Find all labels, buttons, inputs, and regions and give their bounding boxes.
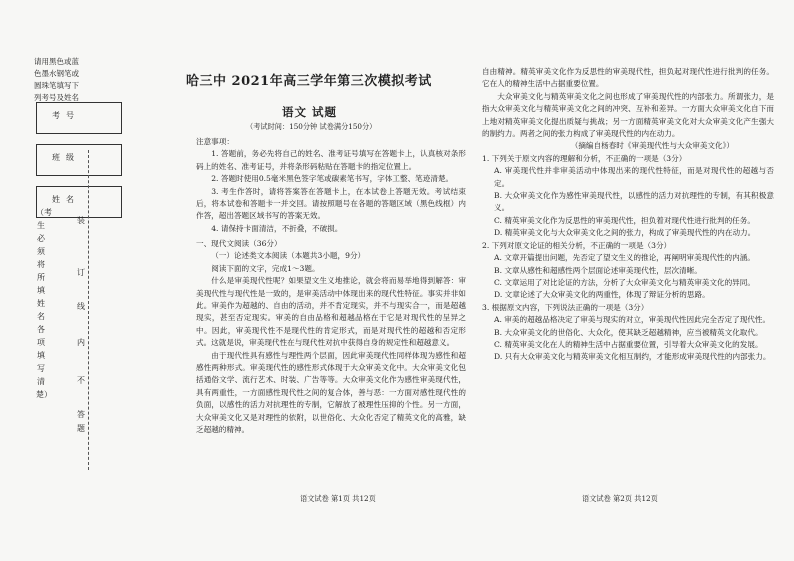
note-1: 1. 答题前，务必先将自己的姓名、准考证号填写在答题卡上，认真核对条形码上的姓名、准考证号，并将条形码粘贴在答题卡的指定位置上。: [196, 149, 466, 171]
q3-option-d[interactable]: D. 只有大众审美文化与精英审美文化相互制约，才能形成审美现代性的内部张力。: [494, 352, 771, 362]
subject-title: 语文 试题: [282, 105, 338, 119]
passage-para-2: 由于现代性具有感性与理性两个层面，因此审美现代性同样体现为感性和超感性两种形式。审美现代性的感性形式体现于大众审美文化中。大众审美文化包括通俗文学、流行艺术、时装、广告等等。大众审美文化作为感性审美现代性，具有两重性，一方面感性现代性之间的复合体，善与恶：一方面对感性现代性的负面，以感性的活力对抗理性的专制，它解放了被理性压抑的个性。另一方面，大众审美文化又是对理性的依附，以世俗化、大众化否定了精英文化的高雅，缺乏超越的精神。: [196, 350, 466, 435]
question-1: 1. 下列关于原文内容的理解和分析，不正确的一项是（3分）: [482, 153, 687, 163]
seal-mark-6: 答题: [77, 410, 85, 433]
question-3: 3. 根据原文内容，下列说法正确的一项是（3分）: [482, 302, 649, 312]
seal-mark-3: 线: [77, 302, 85, 311]
q3-option-c[interactable]: C. 精英审美文化在人的精神生活中占据重要位置，引导着大众审美文化的发展。: [494, 339, 763, 349]
exam-meta: （考试时间：150分钟 试卷满分150分）: [246, 122, 377, 131]
passage-continued: 自由精神。精英审美文化作为反思性的审美现代性，担负起对现代性进行批判的任务。它在人的精神生活中占据重要位置。: [482, 67, 774, 89]
note-4: 4. 请保持卡面清洁，不折叠，不破损。: [211, 223, 343, 233]
binding-strip: [0, 0, 92, 561]
q1-option-c[interactable]: C. 精英审美文化作为反思性的审美现代性，担负着对现代性进行批判的任务。: [494, 215, 755, 225]
binding-line: [88, 150, 89, 470]
notes-section: [196, 136, 466, 235]
class-label: 班级: [52, 153, 80, 162]
exam-number-label: 考号: [52, 111, 80, 120]
q3-option-b[interactable]: B. 大众审美文化的世俗化、大众化，使其缺乏超越精神，应当被精英文化取代。: [494, 327, 763, 337]
name-label: 姓名: [52, 195, 80, 204]
passage-source: （摘编自杨春时《审美现代性与大众审美文化》）: [570, 141, 734, 151]
passage-para-1: 什么是审美现代性呢？如果望文生义地推论，就会将而易举地得到解答：审美现代性与现代性是一致的，是审美活动中体现出来的现代性特征。事实并非如此。审美作为超越的、自由的活动，并不肯定现实，并不与现实合一，而是超越现实，甚至否定现实。审美的自由品格和超越品格在于它是对现代性的呈异之中。因此，审美现代性不是现代性的肯定形式，而是对现代性的超越和否定形式。这就是说，审美现代性在与现代性对抗中获得自身的规定性和超越意义。: [196, 276, 466, 348]
q1-option-a[interactable]: A. 审美现代性并非审美活动中体现出来的现代性特征，而是对现代性的超越与否定。: [494, 166, 774, 188]
passage-para-3: 大众审美文化与精英审美文化之间也形成了审美现代性的内部张力。所谓张力，是指大众审美文化与精英审美文化之间的冲突、互补和差异。一方面大众审美文化自下而上地对精英审美文化提出质疑与挑战；另一方面精英审美文化对大众审美文化产生强大的制约力。两者之间的张力构成了审美现代性的内在动力。: [482, 91, 774, 139]
section-heading: 一、现代文阅读（36分）: [196, 239, 282, 248]
section-one: [196, 238, 466, 437]
class-box[interactable]: [36, 144, 122, 176]
seal-mark-4: 内: [77, 338, 85, 347]
subsection-heading: （一）论述类文本阅读（本题共3小题，9分）: [211, 251, 366, 261]
no-answer-note: （考生必须将所填姓名各项填写清楚）: [36, 208, 52, 399]
instruction-note: 请用黑色或蓝色墨水钢笔或圆珠笔填写下列考号及姓名: [34, 57, 79, 102]
seal-mark-5: 不: [77, 376, 85, 385]
reading-instruction: 阅读下面的文字，完成1～3题。: [211, 263, 320, 273]
q2-option-c[interactable]: C. 文章运用了对比论证的方法，分析了大众审美文化与精英审美文化的异同。: [494, 277, 755, 287]
notes-heading: 注意事项：: [196, 137, 234, 146]
note-2: 2. 答题时使用0.5毫米黑色签字笔或碳素笔书写，字体工整、笔迹清楚。: [211, 174, 454, 184]
q2-option-a[interactable]: A. 文章开篇提出问题，先否定了望文生义的推论，再阐明审美现代性的内涵。: [494, 253, 755, 263]
q2-option-b[interactable]: B. 文章从感性和超感性两个层面论述审美现代性，层次清晰。: [494, 265, 702, 275]
exam-title: 哈三中 2021年高三学年第三次模拟考试: [186, 74, 432, 89]
seal-mark-2: 订: [77, 268, 85, 277]
page-footer-left: 语文试卷 第1页 共12页: [300, 494, 376, 503]
exam-number-box[interactable]: [36, 102, 122, 134]
q1-option-b[interactable]: B. 大众审美文化作为感性审美现代性，以感性的活力对抗理性的专制，有其积极意义。: [494, 191, 774, 213]
right-column: [482, 66, 774, 364]
question-2: 2. 下列对原文论证的相关分析，不正确的一项是（3分）: [482, 240, 672, 250]
page-footer-right: 语文试卷 第2页 共12页: [582, 494, 658, 503]
q1-option-d[interactable]: D. 精英审美文化与大众审美文化之间的张力，构成了审美现代性的内在动力。: [494, 228, 756, 238]
q3-option-a[interactable]: A. 审美的超越品格决定了审美与现实的对立，审美现代性因此完全否定了现代性。: [494, 315, 771, 325]
q2-option-d[interactable]: D. 文章论述了大众审美文化的两重性，体现了辩证分析的思路。: [494, 290, 710, 300]
note-3: 3. 考生作答时，请将答案答在答题卡上，在本试卷上答题无效。考试结束后，将本试卷和答题卡一并交回。请按照题号在各题的答题区域（黑色线框）内作答，超出答题区域书写的答案无效。: [196, 186, 466, 221]
seal-mark-1: 装: [77, 216, 85, 225]
